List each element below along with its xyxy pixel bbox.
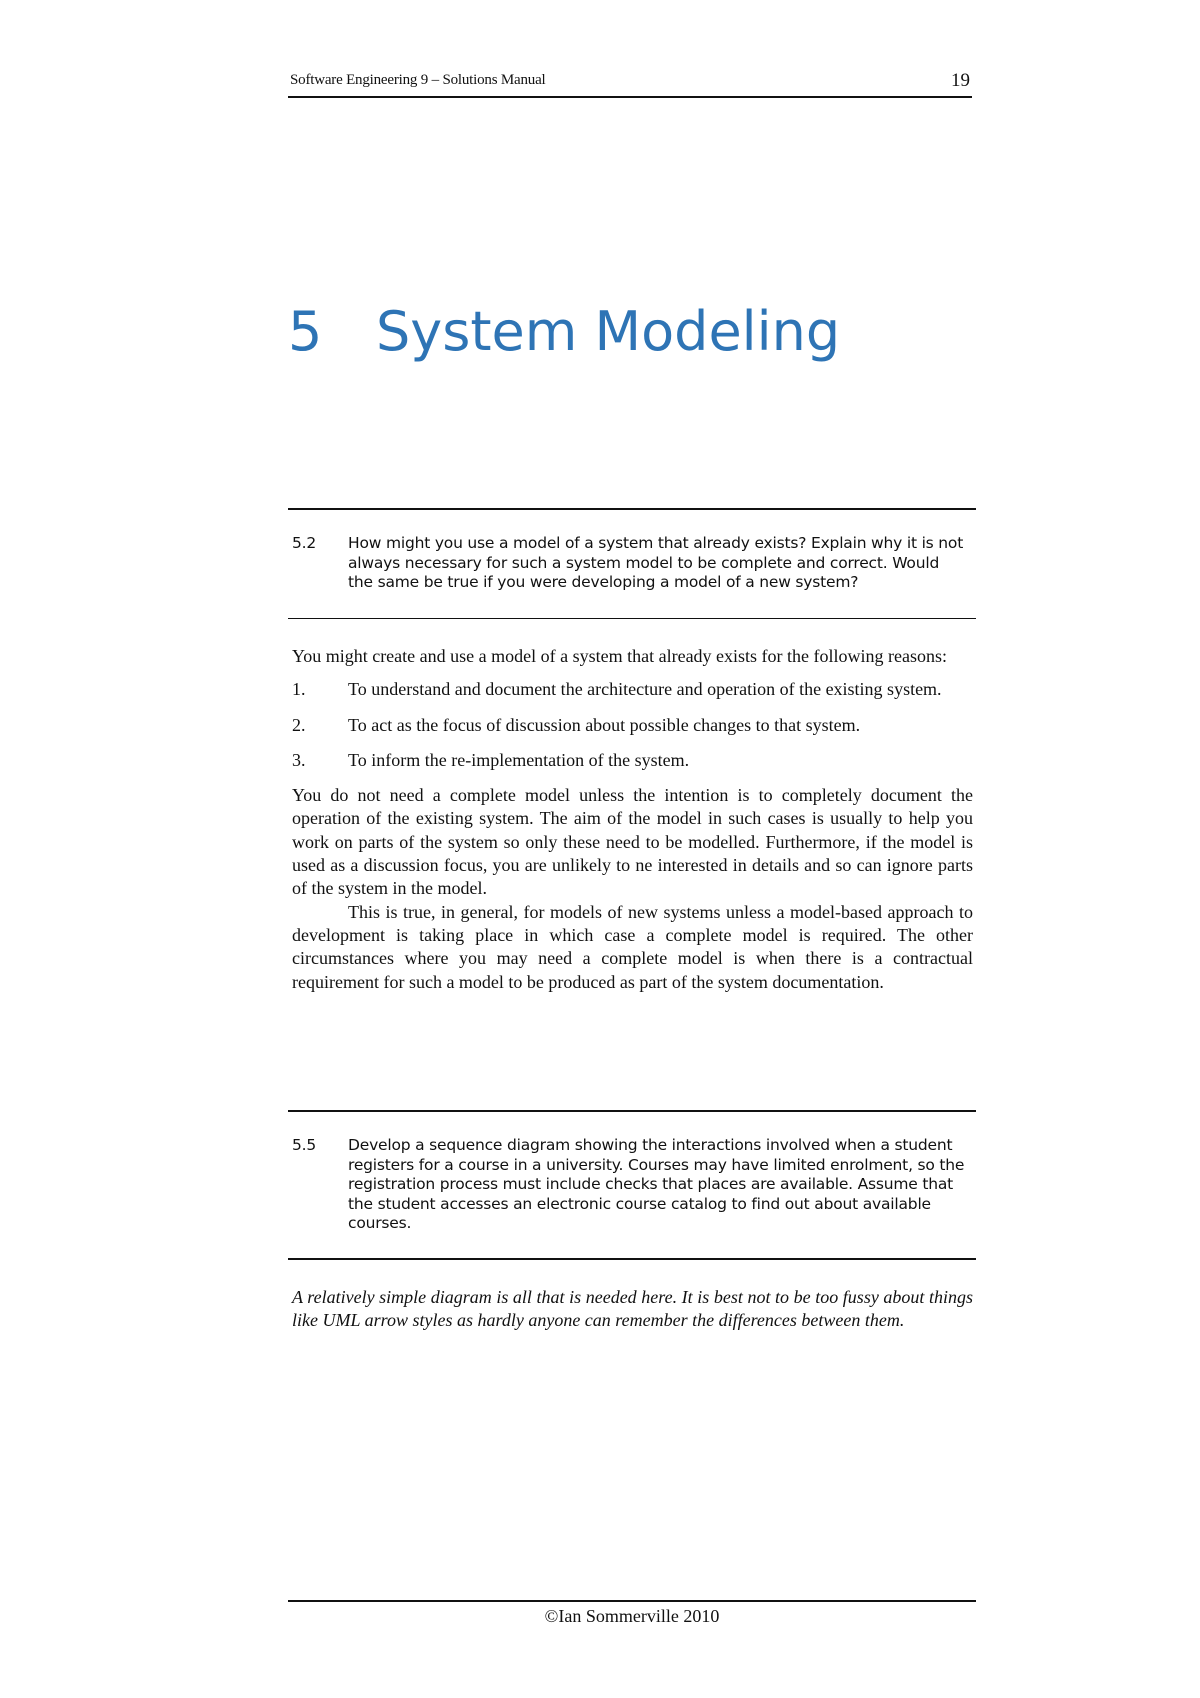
question-text: How might you use a model of a system that already exists? Explain why it is not always necessary for such a system model to be complete and correct. Would the same be true if you were developing a model of a new system? [348, 534, 964, 591]
list-item-number: 2. [292, 714, 306, 735]
question-bottom-rule [288, 618, 976, 619]
answer-intro: You might create and use a model of a system that already exists for the following reasons: [292, 646, 948, 666]
question-5-2 [292, 534, 972, 593]
answer-5-5: A relatively simple diagram is all that is needed here. It is best not to be too fussy about things like UML arrow styles as hardly anyone can remember the differences between them. [292, 1287, 973, 1331]
list-item [292, 678, 973, 701]
list-item-text: To understand and document the architecture and operation of the existing system. [348, 679, 942, 700]
answer-paragraph: You do not need a complete model unless the intention is to completely document the operation of the existing system. The aim of the model in such cases is usually to help you work on parts of the system so only these need to be modelled. Furthermore, if the model is used as a discussion focus, you are unlikely to ne interested in details and so can ignore parts of the system in the model. [292, 785, 973, 899]
question-5-5 [292, 1136, 972, 1234]
answer-5-2 [292, 645, 973, 994]
header-title: Software Engineering 9 – Solutions Manual [290, 72, 546, 88]
list-item-text: To act as the focus of discussion about possible changes to that system. [348, 714, 861, 735]
list-item-number: 1. [292, 679, 306, 700]
page-number: 19 [951, 70, 970, 91]
chapter-heading [288, 300, 840, 363]
chapter-number: 5 [288, 300, 323, 363]
list-item [292, 749, 973, 772]
question-number: 5.2 [292, 534, 317, 552]
answer-paragraph: This is true, in general, for models of new systems unless a model-based approach to development is taking place in which case a complete model is required. The other circumstances where you may need a complete model is when there is a contractual requirement for such a model to be produced as part of the system documentation. [292, 901, 973, 992]
footer-copyright: ©Ian Sommerville 2010 [544, 1606, 720, 1626]
list-item-number: 3. [292, 749, 306, 770]
footer-rule [288, 1600, 976, 1602]
question-top-rule [288, 1110, 976, 1112]
chapter-title: System Modeling [376, 300, 841, 363]
list-item-text: To inform the re-implementation of the system. [348, 749, 690, 770]
question-bottom-rule [288, 1258, 976, 1260]
reasons-list [292, 678, 973, 772]
list-item [292, 714, 973, 737]
question-text: Develop a sequence diagram showing the interactions involved when a student registers for a course in a university. Courses may have limited enrolment, so the registration process must include checks that places are available. Assume that the student accesses an electronic course catalog to find out about available courses. [348, 1136, 965, 1232]
question-top-rule [288, 508, 976, 510]
question-number: 5.5 [292, 1136, 317, 1154]
page-header [288, 70, 972, 98]
